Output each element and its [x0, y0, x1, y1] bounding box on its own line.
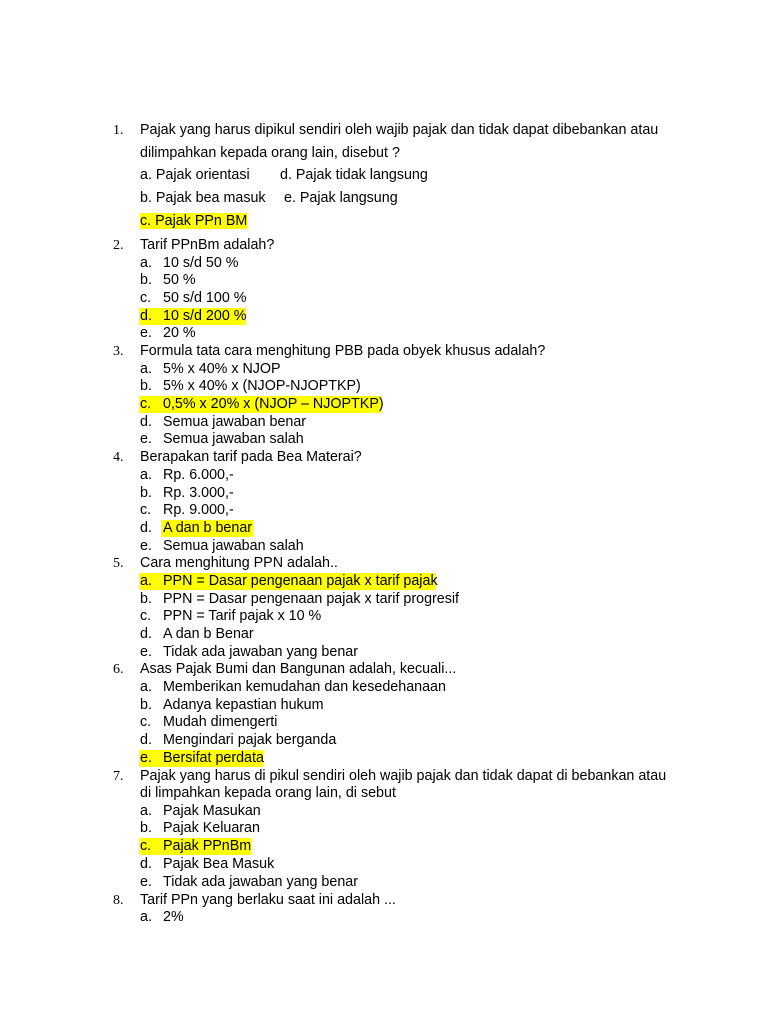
option-text: Tidak ada jawaban yang benar — [163, 874, 358, 890]
question-text: Tarif PPn yang berlaku saat ini adalah ... — [140, 892, 396, 908]
option-text: Rp. 3.000,- — [163, 485, 234, 501]
option-letter: d. — [140, 308, 152, 324]
option-letter: d. — [140, 626, 152, 642]
option-text: 10 s/d 50 % — [163, 255, 239, 271]
option-text: 5% x 40% x (NJOP-NJOPTKP) — [163, 378, 361, 394]
option-letter: a. — [140, 909, 152, 925]
highlighted-answer: PPN = Dasar pengenaan pajak x tarif pajak — [163, 573, 438, 589]
option-letter: e. — [140, 644, 152, 660]
option-text: Pajak Masukan — [163, 803, 261, 819]
option-text: Mengindari pajak berganda — [163, 732, 337, 748]
option-text: Semua jawaban salah — [163, 538, 304, 554]
option-text: Semua jawaban benar — [163, 414, 307, 430]
option-letter: a. — [140, 679, 152, 695]
option-letter: c. — [140, 714, 152, 730]
highlighted-answer: c. Pajak PPn BM — [140, 213, 248, 229]
option-letter: a. — [140, 361, 152, 377]
option-text: d. Pajak tidak langsung — [280, 167, 428, 183]
option-letter: a. — [140, 803, 152, 819]
question-text: Tarif PPnBm adalah? — [140, 237, 275, 253]
option-letter: d. — [140, 856, 152, 872]
highlighted-answer: Bersifat perdata — [163, 750, 264, 766]
question-text: Formula tata cara menghitung PBB pada obyek khusus adalah? — [140, 343, 546, 359]
option-letter: e. — [140, 538, 152, 554]
option-letter: d. — [140, 520, 152, 536]
option-text: PPN = Tarif pajak x 10 % — [163, 608, 322, 624]
highlighted-answer: 0,5% x 20% x (NJOP – NJOPTKP) — [163, 396, 384, 412]
highlighted-answer: A dan b benar — [163, 520, 253, 536]
highlighted-answer: 10 s/d 200 % — [163, 308, 247, 324]
option-text: b. Pajak bea masuk — [140, 190, 266, 206]
option-letter: b. — [140, 697, 152, 713]
option-text: 5% x 40% x NJOP — [163, 361, 281, 377]
option-letter: d. — [140, 732, 152, 748]
option-letter: a. — [140, 467, 152, 483]
option-letter: b. — [140, 485, 152, 501]
option-text: PPN = Dasar pengenaan pajak x tarif progresif — [163, 591, 460, 607]
option-text: Semua jawaban salah — [163, 431, 304, 447]
option-letter: e. — [140, 750, 152, 766]
option-letter: a. — [140, 573, 152, 589]
option-text: e. Pajak langsung — [284, 190, 398, 206]
option-letter: d. — [140, 414, 152, 430]
option-letter: b. — [140, 591, 152, 607]
option-text: Mudah dimengerti — [163, 714, 278, 730]
option-text: 2% — [163, 909, 184, 925]
question-text: di limpahkan kepada orang lain, di sebut — [140, 785, 396, 801]
option-text: Memberikan kemudahan dan kesedehanaan — [163, 679, 446, 695]
option-text: a. Pajak orientasi — [140, 167, 250, 183]
option-letter: a. — [140, 255, 152, 271]
option-letter: c. — [140, 396, 152, 412]
option-letter: e. — [140, 874, 152, 890]
option-text: Pajak Bea Masuk — [163, 856, 275, 872]
option-text: 50 s/d 100 % — [163, 290, 247, 306]
question-number: 2. — [113, 238, 124, 253]
option-letter: b. — [140, 378, 152, 394]
option-text: 50 % — [163, 272, 196, 288]
question-number: 8. — [113, 893, 124, 908]
option-letter: c. — [140, 608, 152, 624]
option-text: Rp. 9.000,- — [163, 502, 234, 518]
option-text: A dan b Benar — [163, 626, 254, 642]
option-text: Rp. 6.000,- — [163, 467, 234, 483]
question-text: Pajak yang harus di pikul sendiri oleh wajib pajak dan tidak dapat di bebankan atau — [140, 768, 667, 784]
option-letter: c. — [140, 290, 152, 306]
option-letter: e. — [140, 325, 152, 341]
option-letter: e. — [140, 431, 152, 447]
question-number: 4. — [113, 450, 124, 465]
option-letter: b. — [140, 272, 152, 288]
question-number: 7. — [113, 769, 124, 784]
option-text: Tidak ada jawaban yang benar — [163, 644, 358, 660]
question-text: Cara menghitung PPN adalah.. — [140, 555, 338, 571]
option-letter: c. — [140, 502, 152, 518]
question-text: Pajak yang harus dipikul sendiri oleh wajib pajak dan tidak dapat dibebankan atau — [140, 122, 659, 138]
question-number: 1. — [113, 123, 124, 138]
option-text: Adanya kepastian hukum — [163, 697, 324, 713]
highlighted-answer: Pajak PPnBm — [163, 838, 252, 854]
question-text: Asas Pajak Bumi dan Bangunan adalah, kecuali... — [140, 661, 457, 677]
option-text: 20 % — [163, 325, 196, 341]
question-number: 3. — [113, 344, 124, 359]
question-number: 6. — [113, 662, 124, 677]
question-text: Berapakan tarif pada Bea Materai? — [140, 449, 362, 465]
option-text: Pajak Keluaran — [163, 820, 260, 836]
question-number: 5. — [113, 556, 124, 571]
option-letter: b. — [140, 820, 152, 836]
option-letter: c. — [140, 838, 152, 854]
question-text: dilimpahkan kepada orang lain, disebut ? — [140, 145, 400, 161]
